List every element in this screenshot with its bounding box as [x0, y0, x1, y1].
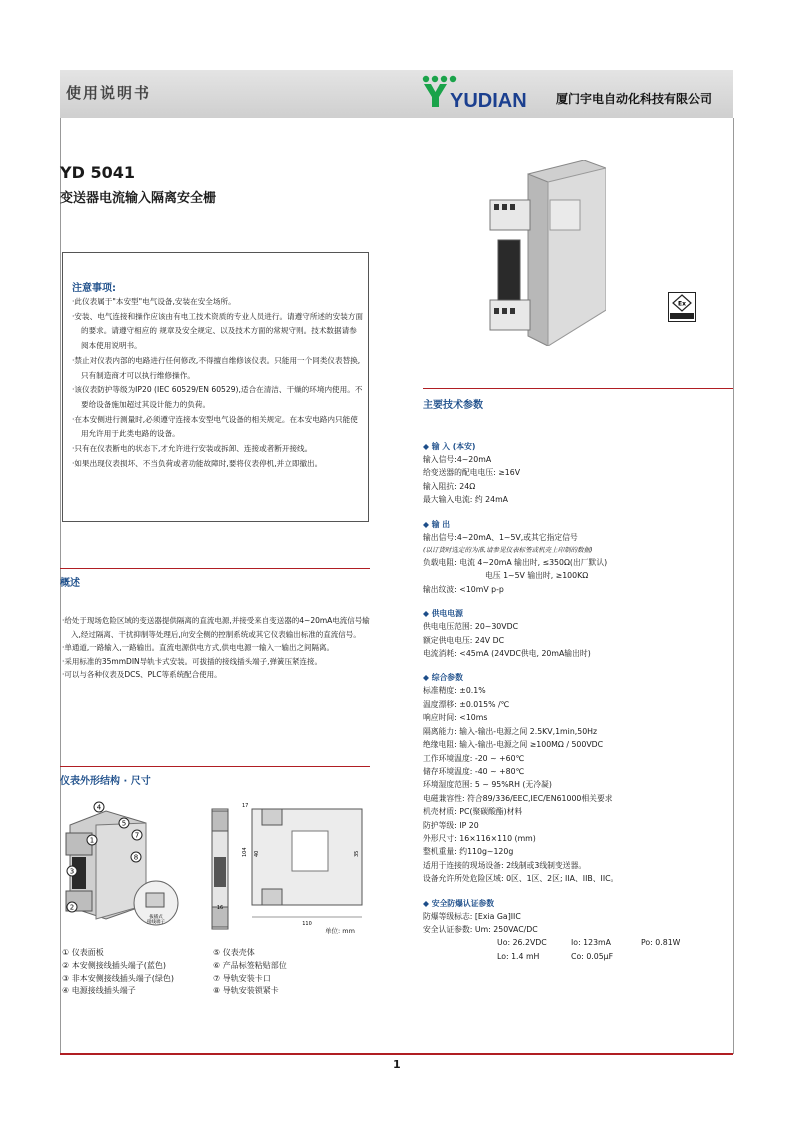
svg-text:104: 104	[242, 847, 248, 857]
svg-text:8: 8	[133, 853, 139, 862]
structure-diagram	[62, 795, 372, 935]
spec-group-title: ◆ 安全防爆认证参数	[423, 898, 495, 908]
spec-line: 电磁兼容性: 符合89/336/EEC,IEC/EN61000相关要求	[423, 793, 613, 803]
ex-certification-icon	[668, 292, 696, 322]
legend-item: ⑤ 仪表壳体	[213, 948, 255, 957]
spec-value: Po: 0.81W	[641, 938, 681, 948]
spec-note: (以订货时选定的为准,请参见仪表标签或机壳上印制的数据)	[423, 546, 593, 555]
specs-body	[423, 440, 728, 963]
spec-line: 输出纹波: <10mV p-p	[423, 584, 504, 594]
notice-list	[72, 295, 364, 471]
yudian-logo	[420, 73, 550, 113]
overview-item: ·给处于现场危险区域的变送器提供隔离的直流电源,并接受来自变送器的4~20mA电流信号输入,经过隔离、干扰抑制等处理后,向安全侧的控制系统或其它仪表输出标准的直流信号。	[62, 616, 370, 639]
specs-rule	[423, 388, 733, 389]
spec-value: Lo: 1.4 mH	[497, 951, 540, 961]
spec-line: 响应时间: <10ms	[423, 713, 488, 723]
spec-line: 输入信号:4~20mA	[423, 455, 492, 464]
spec-line: 电压 1~5V 输出时, ≥100KΩ	[485, 571, 589, 581]
spec-row	[423, 936, 728, 949]
svg-text:110: 110	[302, 921, 312, 927]
spec-line: 供电电压范围: 20~30VDC	[423, 622, 519, 632]
legend-left	[62, 947, 174, 998]
spec-line: 额定供电电压: 24V DC	[423, 635, 505, 645]
legend-item: ① 仪表面板	[62, 948, 104, 957]
svg-text:5: 5	[121, 819, 127, 828]
page-number: 1	[393, 1058, 401, 1071]
spec-line: 防爆等级标志: [Exia Ga]IIC	[423, 911, 521, 921]
legend-item: ⑧ 导轨安装锁紧卡	[213, 986, 279, 996]
overview-item: ·单通道,一路输入,一路输出。直流电源供电方式,供电电源一输入一输出之间隔离。	[62, 643, 335, 653]
unit-note: 单位: mm	[325, 927, 355, 935]
overview-title: 概述	[60, 578, 80, 589]
spec-line: 设备允许所处危险区域: 0区、1区、2区; IIA、IIB、IIC。	[423, 874, 619, 884]
spec-row	[423, 950, 728, 963]
spec-line: 输入阻抗: 24Ω	[423, 481, 476, 491]
notice-title: 注意事项:	[72, 283, 116, 294]
spec-line: 安全认证参数: Um: 250VAC/DC	[423, 924, 538, 934]
spec-line: 环境湿度范围: 5 ~ 95%RH (无冷凝)	[423, 780, 552, 790]
svg-text:16: 16	[216, 905, 224, 911]
notice-item: ·禁止对仪表内部的电路进行任何修改,不得擅自维修该仪表。只能用一个同类仪表替换,只有制造商才可以执行维修操作。	[72, 355, 361, 380]
spec-group-title: ◆ 综合参数	[423, 673, 463, 683]
svg-text:3: 3	[69, 867, 75, 876]
spec-line: 防护等级: IP 20	[423, 820, 479, 830]
notice-item: ·在本安侧进行测量时,必须遵守连接本安型电气设备的相关规定。在本安电路内只能使用允许用于此类电路的设备。	[72, 414, 358, 439]
structure-rule	[60, 766, 370, 767]
overview-rule	[60, 568, 370, 569]
svg-text:17: 17	[242, 803, 249, 809]
legend-item: ④ 电源接线插头端子	[62, 986, 136, 996]
notice-item: ·如果出现仪表损坏、不当负荷或者功能故障时,要将仪表停机,并立即撤出。	[72, 458, 323, 468]
svg-text:YUDIAN: YUDIAN	[450, 90, 527, 112]
svg-text:7: 7	[134, 831, 140, 840]
notice-item: ·安装、电气连接和操作应该由有电工技术资质的专业人员进行。请遵守所述的安装方面的要求。请遵守相应的 规章及安全规定、以及技术方面的常规守则。技术数据请参阅本使用说明书。	[72, 311, 363, 351]
svg-text:35: 35	[354, 850, 360, 857]
svg-text:40: 40	[254, 850, 260, 857]
manual-title: 使用说明书	[66, 84, 152, 102]
spec-line: 外形尺寸: 16×116×110 (mm)	[423, 833, 536, 843]
spec-value: Uo: 26.2VDC	[497, 938, 547, 948]
overview-item: ·采用标准的35mmDIN导轨卡式安装。可拔插的接线插头端子,弹簧压紧连接。	[62, 656, 323, 666]
spec-group-title: ◆ 供电电源	[423, 609, 463, 619]
spec-line: 储存环境温度: -40 ~ +80℃	[423, 766, 525, 776]
product-subtitle: 变送器电流输入隔离安全栅	[60, 191, 217, 206]
spec-line: 给变送器的配电电压: ≥16V	[423, 468, 521, 478]
spec-line: 标准精度: ±0.1%	[423, 686, 486, 696]
spec-group-title: ◆ 输 入 (本安)	[423, 442, 476, 451]
spec-line: 整机重量: 约110g~120g	[423, 847, 514, 857]
company-name: 厦门宇电自动化科技有限公司	[556, 92, 713, 106]
svg-text:Ex: Ex	[678, 300, 686, 308]
product-image	[488, 160, 606, 346]
legend-item: ③ 非本安侧接线插头端子(绿色)	[62, 973, 174, 983]
spec-line: 绝缘电阻: 输入-输出-电源之间 ≥100MΩ / 500VDC	[423, 740, 604, 750]
legend-right	[213, 947, 287, 998]
notice-item: ·只有在仪表断电的状态下,才允许进行安装或拆卸、连接或者断开接线。	[72, 444, 313, 454]
svg-text:1: 1	[89, 836, 95, 845]
notice-item: ·此仪表属于"本安型"电气设备,安装在安全场所。	[72, 297, 236, 306]
spec-line: 机壳材质: PC(聚碳酸酯)材料	[423, 807, 523, 817]
footer-rule	[60, 1053, 733, 1055]
spec-line: 最大输入电流: 约 24mA	[423, 495, 509, 505]
structure-title: 仪表外形结构 · 尺寸	[60, 776, 151, 787]
legend-item: ② 本安侧接线插头端子(蓝色)	[62, 960, 166, 970]
legend-item: ⑥ 产品标签粘贴部位	[213, 960, 287, 970]
svg-text:接线端子: 接线端子	[147, 920, 165, 925]
spec-value: Io: 123mA	[571, 938, 611, 948]
svg-text:2: 2	[69, 903, 75, 912]
overview-list	[62, 614, 372, 682]
legend-item: ⑦ 导轨安装卡口	[213, 973, 271, 983]
right-margin-line	[733, 118, 734, 1054]
spec-line: 隔离能力: 输入-输出-电源之间 2.5KV,1min,50Hz	[423, 726, 598, 736]
specs-title: 主要技术参数	[423, 400, 483, 411]
spec-value: Co: 0.05μF	[571, 951, 614, 961]
spec-group-title: ◆ 输 出	[423, 519, 451, 529]
spec-line: 适用于连接的现场设备: 2线制或3线制变送器。	[423, 860, 587, 870]
spec-line: 电流消耗: <45mA (24VDC供电, 20mA输出时)	[423, 649, 591, 659]
spec-line: 工作环境温度: -20 ~ +60℃	[423, 753, 525, 763]
spec-line: 输出信号:4~20mA、1~5V,或其它指定信号	[423, 532, 578, 542]
spec-line: 温度漂移: ±0.015% /℃	[423, 699, 510, 709]
overview-item: ·可以与各种仪表及DCS、PLC等系统配合使用。	[62, 670, 222, 680]
svg-text:4: 4	[96, 803, 102, 812]
notice-item: ·该仪表防护等级为IP20 (IEC 60529/EN 60529),适合在清洁、干燥的环境内使用。不要给设备施加超过其设计能力的负荷。	[72, 385, 363, 409]
product-model: YD 5041	[60, 163, 135, 182]
spec-line: 负载电阻: 电流 4~20mA 输出时, ≤350Ω(出厂默认)	[423, 558, 608, 568]
svg-text:拔插式: 拔插式	[149, 915, 163, 920]
